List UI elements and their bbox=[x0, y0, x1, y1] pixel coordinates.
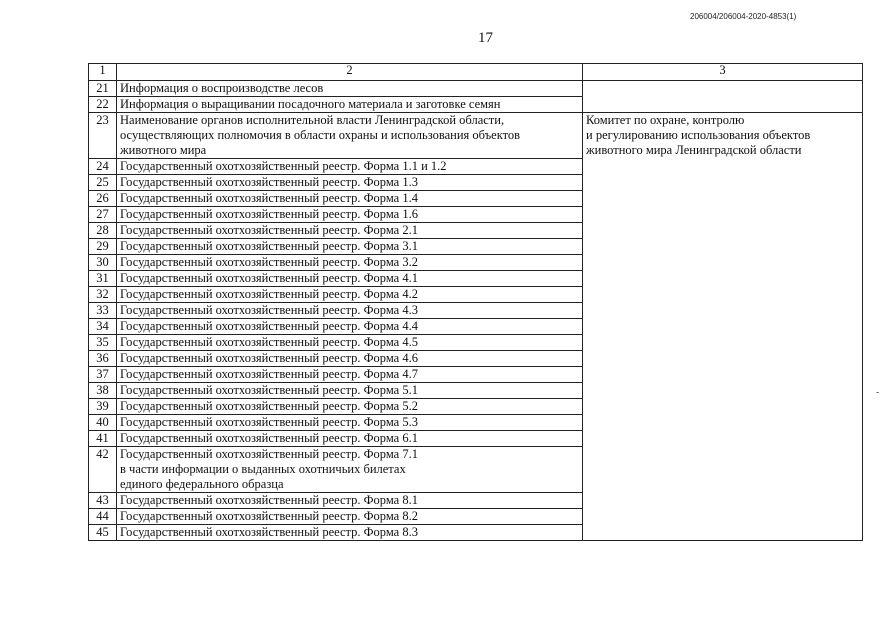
row-title: Государственный охотхозяйственный реестр. Форма 7.1 в части информации о выданных охотничьих билетах единого федерального образца bbox=[117, 447, 583, 493]
row-title: Государственный охотхозяйственный реестр. Форма 4.3 bbox=[117, 303, 583, 319]
document-id: 206004/206004-2020-4853(1) bbox=[690, 12, 797, 21]
row-title: Государственный охотхозяйственный реестр. Форма 4.6 bbox=[117, 351, 583, 367]
row-number: 39 bbox=[89, 399, 117, 415]
row-title: Наименование органов исполнительной власти Ленинградской области, осуществляющих полномочия в области охраны и использования объектов животного мира bbox=[117, 113, 583, 159]
row-title: Государственный охотхозяйственный реестр. Форма 8.3 bbox=[117, 525, 583, 541]
responsible-authority: Комитет по охране, контролю и регулированию использования объектов животного мира Ленинградской области bbox=[583, 113, 863, 541]
row-title: Государственный охотхозяйственный реестр. Форма 1.4 bbox=[117, 191, 583, 207]
row-title: Государственный охотхозяйственный реестр. Форма 3.2 bbox=[117, 255, 583, 271]
row-number: 33 bbox=[89, 303, 117, 319]
row-title: Государственный охотхозяйственный реестр. Форма 1.3 bbox=[117, 175, 583, 191]
row-number: 45 bbox=[89, 525, 117, 541]
row-number: 44 bbox=[89, 509, 117, 525]
row-title: Государственный охотхозяйственный реестр. Форма 1.6 bbox=[117, 207, 583, 223]
row-title: Государственный охотхозяйственный реестр. Форма 4.5 bbox=[117, 335, 583, 351]
row-number: 35 bbox=[89, 335, 117, 351]
row-title: Государственный охотхозяйственный реестр. Форма 4.7 bbox=[117, 367, 583, 383]
row-title: Государственный охотхозяйственный реестр. Форма 4.2 bbox=[117, 287, 583, 303]
row-number: 21 bbox=[89, 81, 117, 97]
row-title: Государственный охотхозяйственный реестр. Форма 5.1 bbox=[117, 383, 583, 399]
header-row bbox=[89, 64, 863, 81]
table-row bbox=[89, 113, 863, 159]
header-col-3: 3 bbox=[583, 64, 863, 81]
page-number: 17 bbox=[478, 30, 493, 46]
header-col-1: 1 bbox=[89, 64, 117, 81]
row-title: Государственный охотхозяйственный реестр. Форма 5.2 bbox=[117, 399, 583, 415]
row-number: 29 bbox=[89, 239, 117, 255]
row-number: 24 bbox=[89, 159, 117, 175]
row-title: Государственный охотхозяйственный реестр. Форма 8.2 bbox=[117, 509, 583, 525]
row-title: Информация о воспроизводстве лесов bbox=[117, 81, 583, 97]
row-number: 26 bbox=[89, 191, 117, 207]
row-title: Государственный охотхозяйственный реестр. Форма 2.1 bbox=[117, 223, 583, 239]
scan-mark: - bbox=[876, 387, 880, 398]
row-number: 34 bbox=[89, 319, 117, 335]
header-col-2: 2 bbox=[117, 64, 583, 81]
row-number: 43 bbox=[89, 493, 117, 509]
register-table bbox=[88, 63, 863, 541]
row-title: Государственный охотхозяйственный реестр. Форма 8.1 bbox=[117, 493, 583, 509]
row-title: Информация о выращивании посадочного материала и заготовке семян bbox=[117, 97, 583, 113]
row-title: Государственный охотхозяйственный реестр. Форма 5.3 bbox=[117, 415, 583, 431]
row-number: 23 bbox=[89, 113, 117, 159]
row-number: 30 bbox=[89, 255, 117, 271]
row-title: Государственный охотхозяйственный реестр. Форма 4.1 bbox=[117, 271, 583, 287]
row-number: 31 bbox=[89, 271, 117, 287]
row-number: 22 bbox=[89, 97, 117, 113]
row-number: 32 bbox=[89, 287, 117, 303]
row-number: 36 bbox=[89, 351, 117, 367]
row-number: 40 bbox=[89, 415, 117, 431]
row-number: 42 bbox=[89, 447, 117, 493]
row-number: 28 bbox=[89, 223, 117, 239]
row-title: Государственный охотхозяйственный реестр. Форма 3.1 bbox=[117, 239, 583, 255]
table-row bbox=[89, 81, 863, 97]
row-title: Государственный охотхозяйственный реестр. Форма 1.1 и 1.2 bbox=[117, 159, 583, 175]
row-number: 27 bbox=[89, 207, 117, 223]
row-number: 38 bbox=[89, 383, 117, 399]
register-table-body bbox=[89, 64, 863, 541]
row-title: Государственный охотхозяйственный реестр. Форма 4.4 bbox=[117, 319, 583, 335]
row-title: Государственный охотхозяйственный реестр. Форма 6.1 bbox=[117, 431, 583, 447]
row-number: 25 bbox=[89, 175, 117, 191]
row-number: 37 bbox=[89, 367, 117, 383]
responsible-blank-cell bbox=[583, 81, 863, 113]
row-number: 41 bbox=[89, 431, 117, 447]
